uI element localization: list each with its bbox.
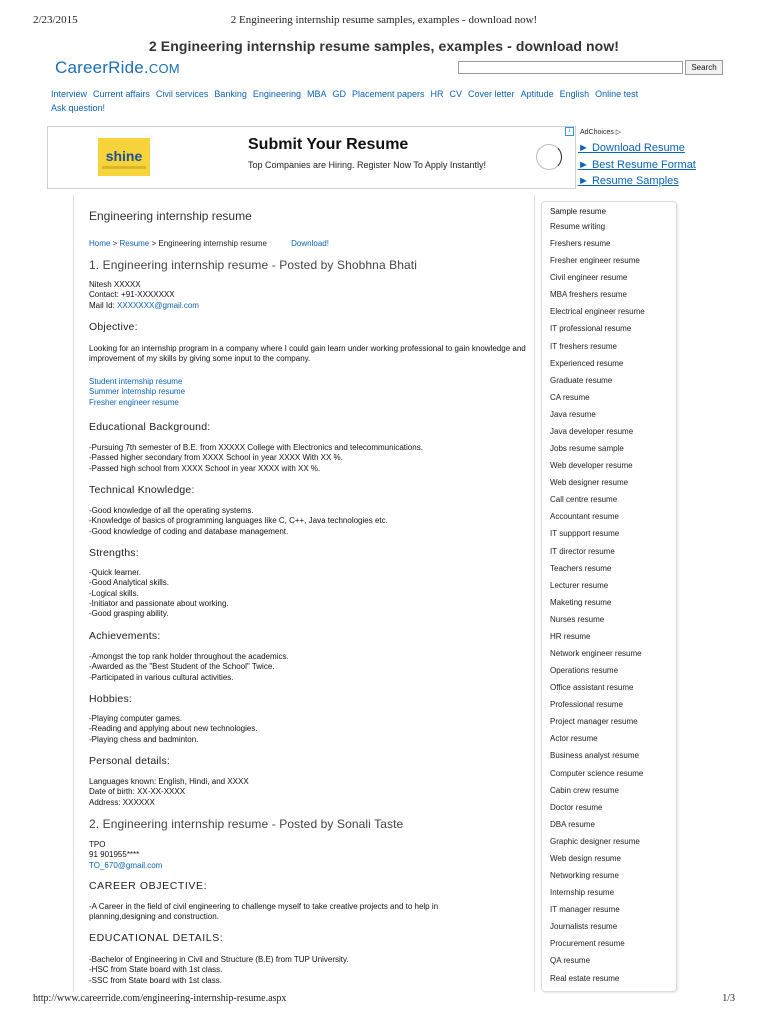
nav-item[interactable]: Banking [214,89,247,99]
ad-link[interactable]: ► Download Resume [578,142,685,154]
sidebar-item[interactable]: Nurses resume [550,614,605,624]
sidebar-item[interactable]: Project manager resume [550,717,638,727]
list-item: -Amongst the top rank holder throughout the academics. [89,652,289,661]
sidebar-item[interactable]: Electrical engineer resume [550,307,645,317]
list-item: -Bachelor of Engineering in Civil and Structure (B.E) from TUP University. [89,955,349,964]
sidebar-item[interactable]: Professional resume [550,700,623,710]
list-item: Address: XXXXXX [89,797,155,807]
achievements-list [89,652,289,683]
objective-text: Looking for an internship program in a company where I could gain learn under working professional to gain knowledge and improvement of my skills by giving some input to the company. [89,344,526,364]
sidebar-item[interactable]: Teachers resume [550,563,612,573]
nav-item[interactable]: HR [430,89,444,99]
nav-item[interactable]: Interview [51,89,88,99]
hobbies-heading: Hobbies: [89,693,133,705]
logo-main: CareerRide. [55,58,149,77]
career-objective-heading: CAREER OBJECTIVE: [89,880,208,892]
nav-item[interactable]: Ask question! [51,103,106,113]
educational-details-list [89,955,349,986]
sidebar-item[interactable]: QA resume [550,956,591,966]
list-item: -Pursuing 7th semester of B.E. from XXXXX College with Electronics and telecommunications. [89,443,423,452]
technical-list [89,506,388,537]
list-item: -Reading and applying about new technologies. [89,724,258,734]
list-item: -Participated in various cultural activities. [89,672,234,682]
nav-item[interactable]: Engineering [252,89,301,99]
nav-item[interactable]: MBA [306,89,327,99]
sidebar-item[interactable]: IT suppport resume [550,529,620,539]
resume1-name: Nitesh XXXXX [89,280,141,289]
sidebar-item[interactable]: IT freshers resume [550,341,617,351]
list-item: -Logical skills. [89,588,139,598]
main-content [73,195,535,992]
personal-list [89,777,249,808]
sidebar-item[interactable]: Freshers resume [550,239,611,249]
sidebar-item[interactable]: Real estate resume [550,973,620,983]
sidebar-title: Sample resume [550,207,607,216]
resume2-contact-block [89,840,162,871]
shine-logo [98,138,150,176]
sample-resume-sidebar [541,201,677,992]
ad-links [578,140,696,190]
list-item: -Good Analytical skills. [89,578,170,588]
nav-item[interactable]: GD [332,89,346,99]
sidebar-item[interactable]: Java developer resume [550,426,634,436]
sidebar-item[interactable]: Operations resume [550,666,619,676]
list-item: -Playing chess and badminton. [89,734,199,744]
education-list [89,443,423,474]
resume1-mail: Mail Id: XXXXXXX@gmail.com [89,300,199,310]
resume2-mail-link[interactable]: TO_670@gmail.com [89,860,163,870]
careerride-logo[interactable] [55,58,180,78]
sidebar-item[interactable]: Network engineer resume [550,649,642,658]
list-item: -Knowledge of basics of programming languages like C, C++, Java technologies etc. [89,516,388,526]
sidebar-item[interactable]: Java resume [550,409,596,419]
ad-text: Top Companies are Hiring. Register Now To Apply Instantly! [248,160,486,170]
print-url: http://www.careerride.com/engineering-internship-resume.aspx [33,993,287,1004]
objective-heading: Objective: [89,321,138,333]
sidebar-item[interactable]: IT professional resume [550,324,632,334]
list-item: -Quick learner. [89,568,142,577]
sidebar-item[interactable]: Doctor resume [550,802,603,812]
ad-banner[interactable] [47,126,576,189]
top-nav [51,87,721,115]
related-link[interactable]: Student internship resume [89,377,183,386]
breadcrumb-current: Engineering internship resume [158,239,267,248]
download-link[interactable]: Download! [291,239,329,248]
list-item: -Good knowledge of coding and database management. [89,526,289,536]
sidebar-item[interactable]: Civil engineer resume [550,273,628,283]
print-page-title: 2 Engineering internship resume samples, examples - download now! [230,14,538,26]
list-item: -Good grasping ability. [89,609,169,619]
list-item: -HSC from State board with 1st class. [89,965,223,975]
sidebar-item[interactable]: Actor resume [550,734,598,744]
list-item: -Passed high school from XXXX School in year XXXX with XX %. [89,463,321,473]
list-item: Languages known: English, Hindi, and XXXX [89,777,249,786]
sidebar-item[interactable]: Journalists resume [550,922,618,932]
nav-item[interactable]: Cover letter [468,89,515,99]
nav-item[interactable]: Aptitude [520,89,554,99]
print-date: 2/23/2015 [33,14,78,26]
shine-logo-text: shine [105,148,143,164]
nav-item[interactable]: Current affairs [93,89,150,99]
personal-heading: Personal details: [89,755,171,767]
educational-details-heading: EDUCATIONAL DETAILS: [89,932,224,944]
search-input[interactable] [458,61,683,74]
loading-spinner-icon [536,144,562,170]
sidebar-item[interactable]: Computer science resume [550,768,644,778]
related-link[interactable]: Summer internship resume [89,387,186,397]
adchoices-label[interactable]: AdChoices ▷ [580,129,622,136]
strengths-heading: Strengths: [89,547,139,559]
sidebar-item[interactable]: Experienced resume [550,358,624,368]
sidebar-item[interactable]: Fresher engineer resume [550,256,640,266]
resume1-contact: Contact: +91-XXXXXXX [89,290,175,300]
ad-info-icon[interactable]: i [565,127,574,136]
sidebar-item[interactable]: Cabin crew resume [550,785,619,795]
sidebar-item[interactable]: Networking resume [550,871,619,881]
sidebar-item[interactable]: CA resume [550,392,590,402]
breadcrumb-resume[interactable]: Resume [119,239,150,248]
sidebar-item[interactable]: Jobs resume sample [550,444,624,454]
nav-item[interactable]: Placement papers [351,89,425,99]
section-title: Engineering internship resume [89,209,252,223]
sidebar-item[interactable]: Resume writing [550,222,606,231]
career-objective-text: -A Career in the field of civil engineering to challenge myself to take creative projects and to help in planning,designing and construction. [89,902,439,922]
strengths-list [89,568,229,619]
sidebar-item[interactable]: DBA resume [550,819,595,829]
print-page-number: 1/3 [722,993,735,1004]
resume1-mail-link[interactable]: XXXXXXX@gmail.com [117,300,199,310]
sidebar-item[interactable]: Graphic designer resume [550,836,640,846]
sidebar-item[interactable]: Web design resume [550,853,621,863]
sidebar-item[interactable]: Procurement resume [550,939,625,949]
list-item: -Initiator and passionate about working. [89,598,229,608]
sidebar-item[interactable]: Web designer resume [550,478,629,488]
list-item: -Awarded as the "Best Student of the School" Twice. [89,662,275,672]
ad-link[interactable]: ► Resume Samples [578,175,679,187]
ad-headline[interactable]: Submit Your Resume [248,136,409,153]
nav-item[interactable]: Online test [595,89,639,99]
list-item: Date of birth: XX-XX-XXXX [89,787,186,797]
list-item: -SSC from State board with 1st class. [89,975,222,985]
nav-item[interactable]: CV [449,89,463,99]
sidebar-item[interactable]: IT director resume [550,546,615,556]
nav-item[interactable]: Civil services [155,89,209,99]
sidebar-item[interactable]: Lecturer resume [550,580,609,590]
resume1-heading: 1. Engineering internship resume - Posted by Shobhna Bhati [89,258,418,272]
nav-item[interactable]: English [559,89,590,99]
breadcrumb-home[interactable]: Home [89,239,111,248]
related-links [89,377,185,408]
resume2-name: TPO [89,840,106,849]
list-item: -Good knowledge of all the operating systems. [89,506,254,515]
list-item: -Passed higher secondary from XXXX School in year XXXX With XX %. [89,453,343,463]
hobbies-list [89,714,258,745]
resume1-contact-block [89,280,199,311]
sidebar-item[interactable]: Office assistant resume [550,683,634,693]
ad-link[interactable]: ► Best Resume Format [578,158,696,171]
resume2-phone: 91 901955**** [89,850,140,860]
sidebar-item[interactable]: Internship resume [550,888,615,898]
resume2-heading: 2. Engineering internship resume - Posted by Sonali Taste [89,817,404,831]
list-item: -Playing computer games. [89,714,182,723]
sidebar-item[interactable]: IT manager resume [550,905,620,915]
education-heading: Educational Background: [89,421,211,433]
sidebar-item[interactable]: MBA freshers resume [550,290,627,300]
page-title: 2 Engineering internship resume samples, examples - download now! [148,38,620,54]
related-link[interactable]: Fresher engineer resume [89,397,179,407]
sidebar-item[interactable]: Business analyst resume [550,751,639,761]
sidebar-item[interactable]: Web developer resume [550,461,633,471]
sidebar-item[interactable]: Graduate resume [550,375,613,385]
sidebar-item[interactable]: Call centre resume [550,495,618,505]
sidebar-item[interactable]: HR resume [550,631,591,641]
logo-com: COM [148,61,180,76]
sidebar-item[interactable]: Accountant resume [550,512,619,522]
sidebar-item[interactable]: Maketing resume [550,597,612,607]
breadcrumb: Home > Resume > Engineering internship resume Download! [89,239,329,248]
search-button[interactable]: Search [685,60,723,75]
technical-heading: Technical Knowledge: [89,484,195,496]
achievements-heading: Achievements: [89,630,161,642]
